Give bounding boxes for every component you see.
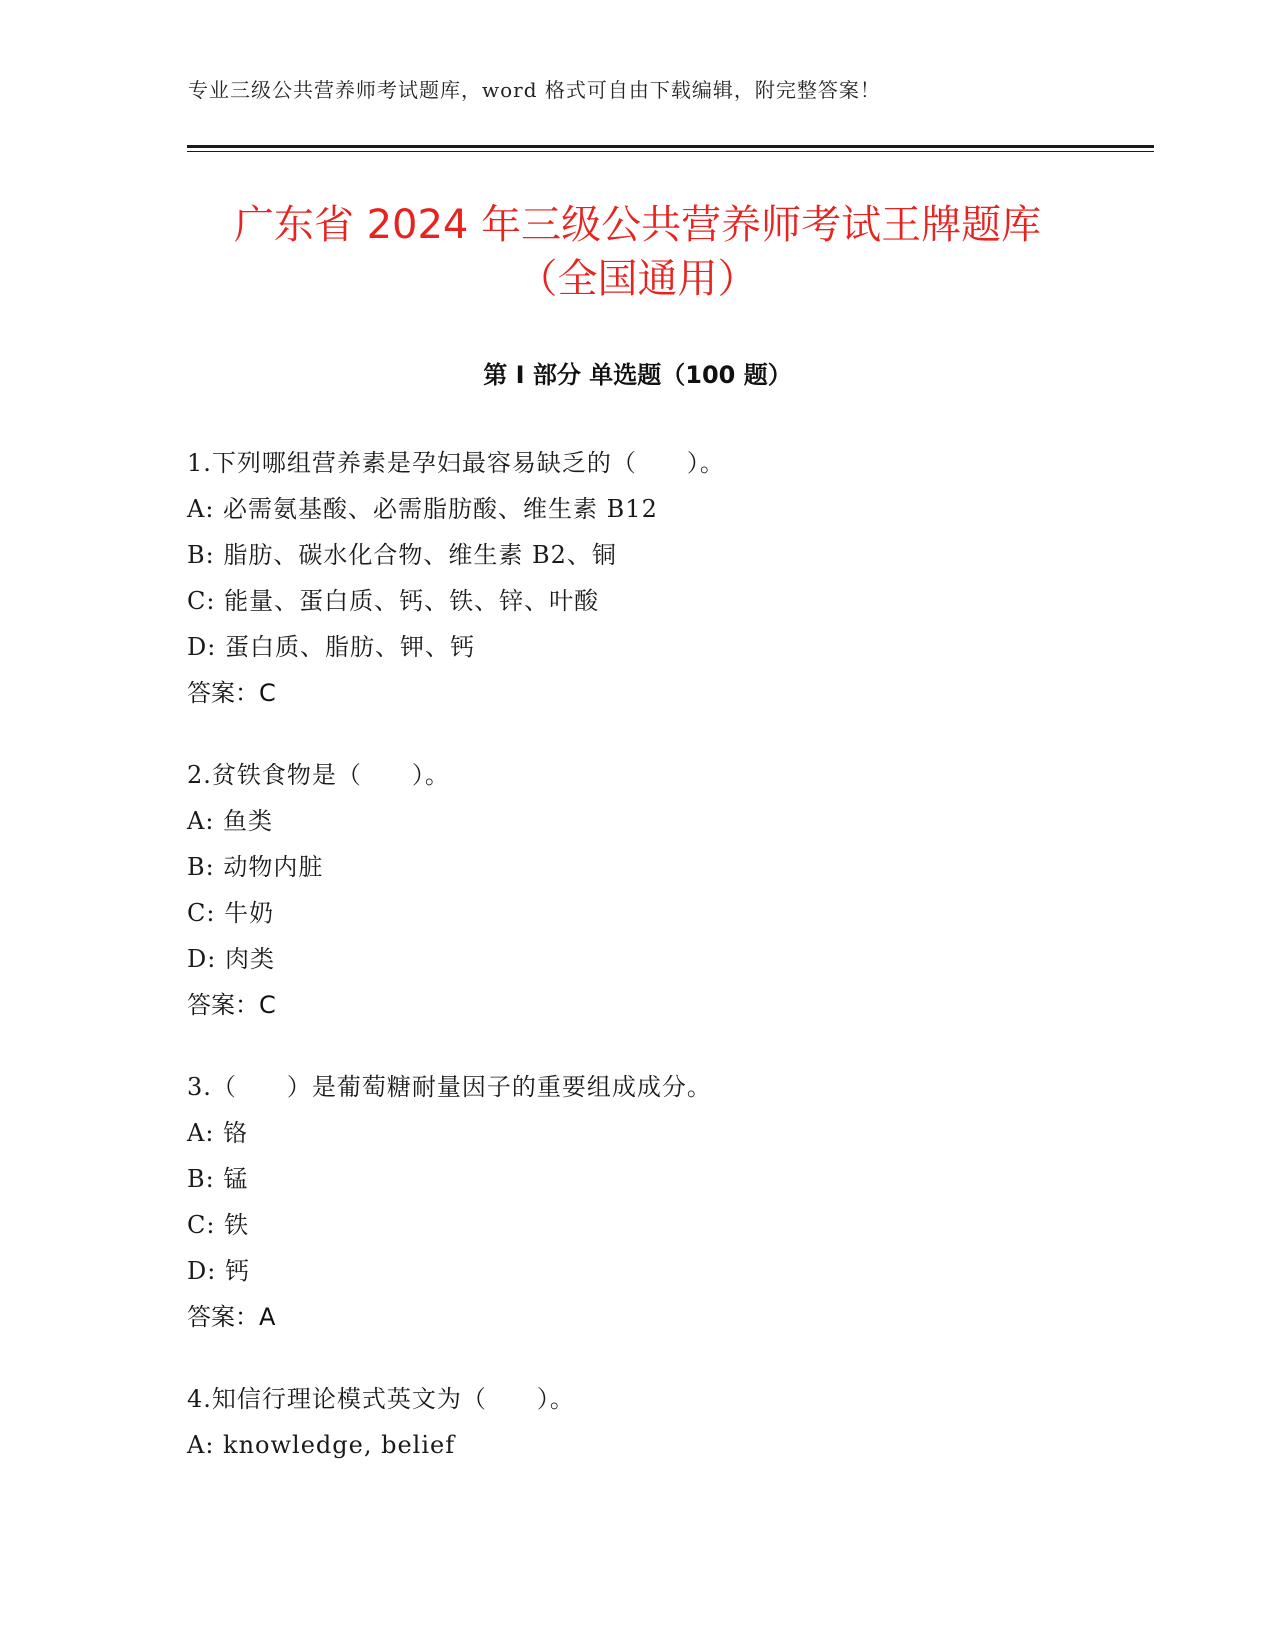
title-line-1: 广东省 2024 年三级公共营养师考试王牌题库 [233, 202, 1042, 248]
question-2 [187, 752, 1147, 1028]
option-a: A: 铬 [187, 1119, 249, 1147]
header-note: 专业三级公共营养师考试题库，word 格式可自由下载编辑，附完整答案！ [188, 78, 881, 102]
header-rule-thin [187, 151, 1154, 152]
option-d: D: 肉类 [187, 945, 275, 973]
question-3 [187, 1064, 1147, 1340]
answer: 答案：C [187, 679, 276, 707]
option-b: B: 动物内脏 [187, 853, 324, 881]
document-title [120, 198, 1155, 306]
option-c: C: 能量、蛋白质、钙、铁、锌、叶酸 [187, 587, 600, 615]
option-a: A: 鱼类 [187, 807, 274, 835]
question-list [187, 440, 1147, 1504]
question-stem: 4.知信行理论模式英文为（ ）。 [187, 1385, 575, 1413]
option-b: B: 锰 [187, 1165, 249, 1193]
question-stem: 3.（ ）是葡萄糖耐量因子的重要组成成分。 [187, 1073, 712, 1101]
question-stem: 1.下列哪组营养素是孕妇最容易缺乏的（ ）。 [187, 449, 725, 477]
answer: 答案：C [187, 991, 276, 1019]
header-rule-thick [187, 145, 1154, 148]
option-d: D: 蛋白质、脂肪、钾、钙 [187, 633, 475, 661]
option-d: D: 钙 [187, 1257, 250, 1285]
answer: 答案：A [187, 1303, 276, 1331]
question-stem: 2.贫铁食物是（ ）。 [187, 761, 450, 789]
option-c: C: 铁 [187, 1211, 250, 1239]
option-b: B: 脂肪、碳水化合物、维生素 B2、铜 [187, 541, 617, 569]
question-1 [187, 440, 1147, 716]
title-line-2: （全国通用） [517, 256, 758, 302]
option-a: A: 必需氨基酸、必需脂肪酸、维生素 B12 [187, 495, 658, 523]
option-c: C: 牛奶 [187, 899, 275, 927]
section-heading: 第 I 部分 单选题（100 题） [483, 361, 792, 389]
question-4 [187, 1376, 1147, 1468]
option-a: A: knowledge, belief [187, 1431, 456, 1459]
